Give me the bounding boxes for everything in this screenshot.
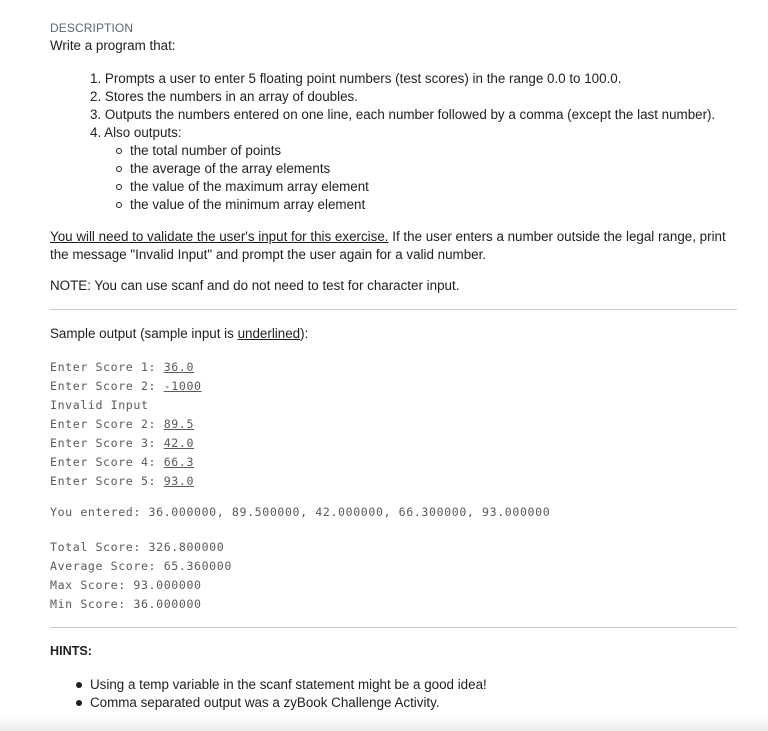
- average-score-line: Average Score: 65.360000: [50, 559, 232, 573]
- sample-input: 89.5: [163, 417, 195, 431]
- list-item: the value of the minimum array element: [130, 196, 369, 214]
- sample-input: -1000: [163, 379, 202, 393]
- list-item: 1. Prompts a user to enter 5 floating point numbers (test scores) in the range 0.0 to 100.0.: [90, 71, 622, 86]
- list-item: 4. Also outputs:: [90, 125, 182, 140]
- io-line: Enter Score 3: 42.0: [50, 436, 195, 450]
- divider: [50, 627, 737, 628]
- sample-input: 66.3: [163, 455, 195, 469]
- description-label: DESCRIPTION: [50, 21, 134, 35]
- io-line: Enter Score 2: -1000: [50, 379, 202, 393]
- io-line: Enter Score 4: 66.3: [50, 455, 195, 469]
- bottom-fade: [0, 716, 768, 731]
- stats-block: [50, 538, 232, 614]
- bullet-icon: [76, 682, 82, 688]
- list-item: the value of the maximum array element: [130, 178, 369, 196]
- steps-list: [90, 70, 715, 142]
- list-item: the average of the array elements: [130, 160, 369, 178]
- list-item: Comma separated output was a zyBook Challenge Activity.: [90, 694, 487, 712]
- sample-output-title: Sample output (sample input is underlined):: [50, 326, 309, 341]
- hints-title: HINTS:: [50, 644, 92, 658]
- io-line: Enter Score 2: 89.5: [50, 417, 195, 431]
- bullet-icon: [76, 700, 82, 706]
- circle-bullet-icon: [116, 202, 122, 208]
- io-line: Enter Score 5: 93.0: [50, 474, 195, 488]
- list-item: the total number of points: [130, 142, 369, 160]
- description-intro: Write a program that:: [50, 38, 176, 53]
- circle-bullet-icon: [116, 148, 122, 154]
- note-text: NOTE: You can use scanf and do not need to test for character input.: [50, 278, 460, 293]
- io-line: Enter Score 1: 36.0: [50, 360, 195, 374]
- sample-input: 93.0: [163, 474, 195, 488]
- validation-text: If the user enters a number outside the legal range, print the message "Invalid Input" and prompt the user again for a valid number.: [50, 229, 726, 262]
- validation-paragraph: [50, 228, 737, 264]
- min-score-line: Min Score: 36.000000: [50, 597, 202, 611]
- max-score-line: Max Score: 93.000000: [50, 578, 202, 592]
- entered-line: You entered: 36.000000, 89.500000, 42.000000, 66.300000, 93.000000: [50, 505, 551, 519]
- divider: [50, 309, 737, 310]
- sample-io-block: [50, 358, 202, 491]
- hints-list: [90, 676, 487, 712]
- circle-bullet-icon: [116, 184, 122, 190]
- validation-emphasis: You will need to validate the user's input for this exercise.: [50, 229, 389, 244]
- outputs-list: [130, 142, 369, 214]
- total-score-line: Total Score: 326.800000: [50, 540, 225, 554]
- list-item: 2. Stores the numbers in an array of doubles.: [90, 89, 358, 104]
- sample-input: 42.0: [163, 436, 195, 450]
- circle-bullet-icon: [116, 166, 122, 172]
- list-item: Using a temp variable in the scanf statement might be a good idea!: [90, 676, 487, 694]
- sample-input: 36.0: [163, 360, 195, 374]
- list-item: 3. Outputs the numbers entered on one line, each number followed by a comma (except the last number).: [90, 107, 716, 122]
- io-line: Invalid Input: [50, 398, 149, 412]
